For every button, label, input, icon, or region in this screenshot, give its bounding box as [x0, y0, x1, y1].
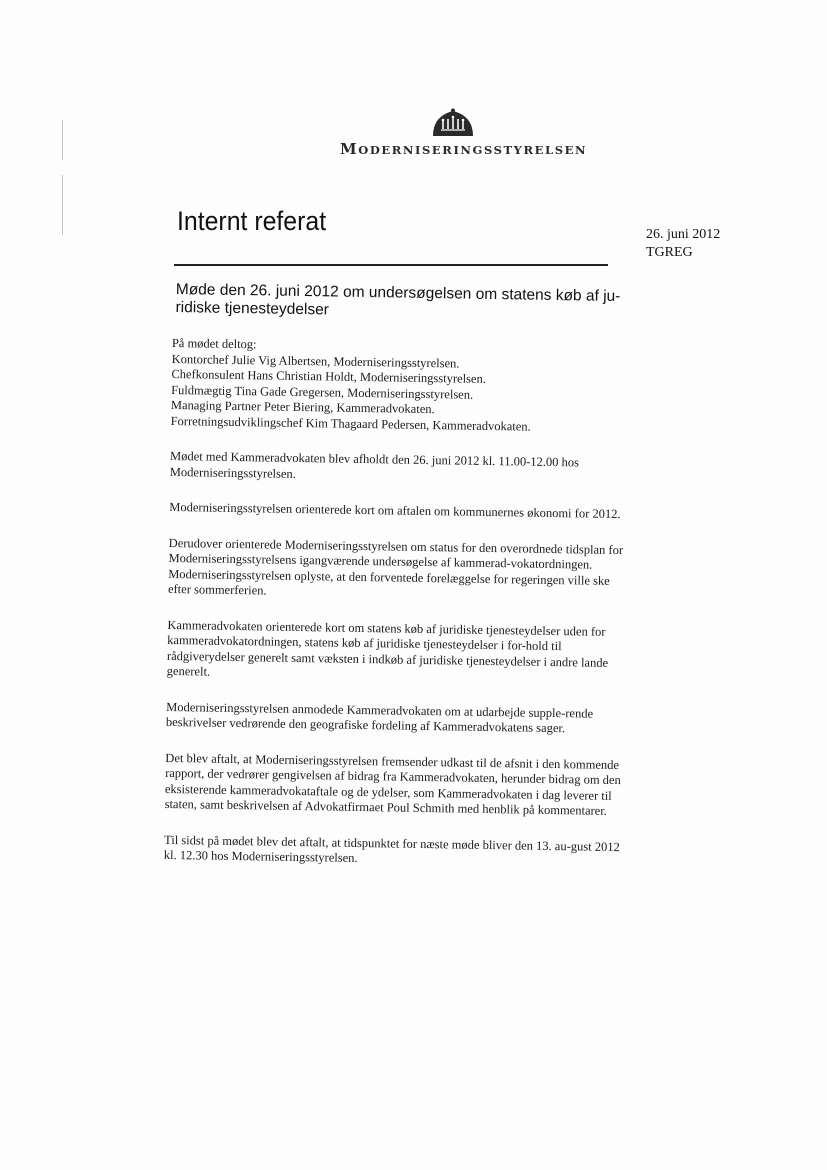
scan-mark [62, 175, 63, 235]
document-reference: TGREG [646, 245, 693, 260]
scan-mark [62, 120, 63, 160]
paragraph-timeline: Derudover orienterede Moderniseringsstyrelsen om status for den overordnede tidsplan for Moderniseringsstyrelsens igangværende undersøgelse af kammerad-vokatordningen. Moderniseringsstyrelsen oplyste, at den forventede forelæggelse for regeringen ville ske efter sommerferien. [167, 535, 624, 598]
title-divider [174, 264, 608, 266]
attendee-item: Managing Partner Peter Biering, Kammeradvokaten. [170, 397, 435, 417]
attendee-item: Fuldmægtig Tina Gade Gregersen, Moderniseringsstyrelsen. [171, 382, 474, 402]
agency-name: MODERNISERINGSSTYRELSEN [340, 140, 588, 158]
crown-icon [430, 108, 476, 136]
document-meta [646, 226, 720, 262]
attendee-item: Chefkonsulent Hans Christian Holdt, Moderniseringsstyrelsen. [171, 366, 487, 386]
paragraph-geographic: Moderniseringsstyrelsen anmodede Kammeradvokaten om at udarbejde supple-rende beskrivelser vedrørende den geografiske fordeling af Kammeradvokatens sager. [165, 699, 594, 736]
document-title: Internt referat [177, 206, 327, 236]
paragraph-next-meeting: Til sidst på mødet blev det aftalt, at tidspunktet for næste møde bliver den 13. au-gust 2012 kl. 12.30 hos Moderniseringsstyrelsen. [163, 832, 620, 865]
attendee-list [171, 336, 632, 436]
paragraph-economy: Moderniseringsstyrelsen orienterede kort om aftalen om kommunernes økonomi for 2012. [169, 499, 621, 522]
document-body [163, 336, 632, 891]
paragraph-legal-services: Kammeradvokaten orienterede kort om statens køb af juridiske tjenesteydelser uden for kammeradvokatordningen, statens køb af juridiske tjenesteydelser i for-hold til rådgiverydelser generelt samt væksten i indkøb af juridiske tjenesteydelser i andre lande generelt. [166, 617, 609, 679]
paragraph-agreement: Det blev aftalt, at Moderniseringsstyrelsen fremsender udkast til de afsnit i den kommende rapport, der vedrører gengivelsen af bidrag fra Kammeradvokaten, herunder bidrag om den eksisterende kammeradvokataftale og de ydelser, som Kammeradvokaten i dag leverer til staten, samt beskrivelsen af Advokatfirmaet Poul Schmith med henblik på kommentarer. [164, 750, 621, 818]
attendees-heading: På mødet deltog: [171, 336, 257, 352]
paragraph-meeting-time: Mødet med Kammeradvokaten blev afholdt den 26. juni 2012 kl. 11.00-12.00 hos Moderniseringsstyrelsen. [169, 448, 580, 481]
document-date: 26. juni 2012 [646, 227, 721, 242]
meeting-subject: Møde den 26. juni 2012 om undersøgelsen om statens køb af ju-ridiske tjenesteydelser [175, 281, 621, 319]
attendee-item: Forretningsudviklingschef Kim Thagaard Pedersen, Kammeradvokaten. [170, 413, 531, 434]
attendee-item: Kontorchef Julie Vig Albertsen, Moderniseringsstyrelsen. [171, 351, 460, 371]
agency-logo [340, 108, 588, 158]
